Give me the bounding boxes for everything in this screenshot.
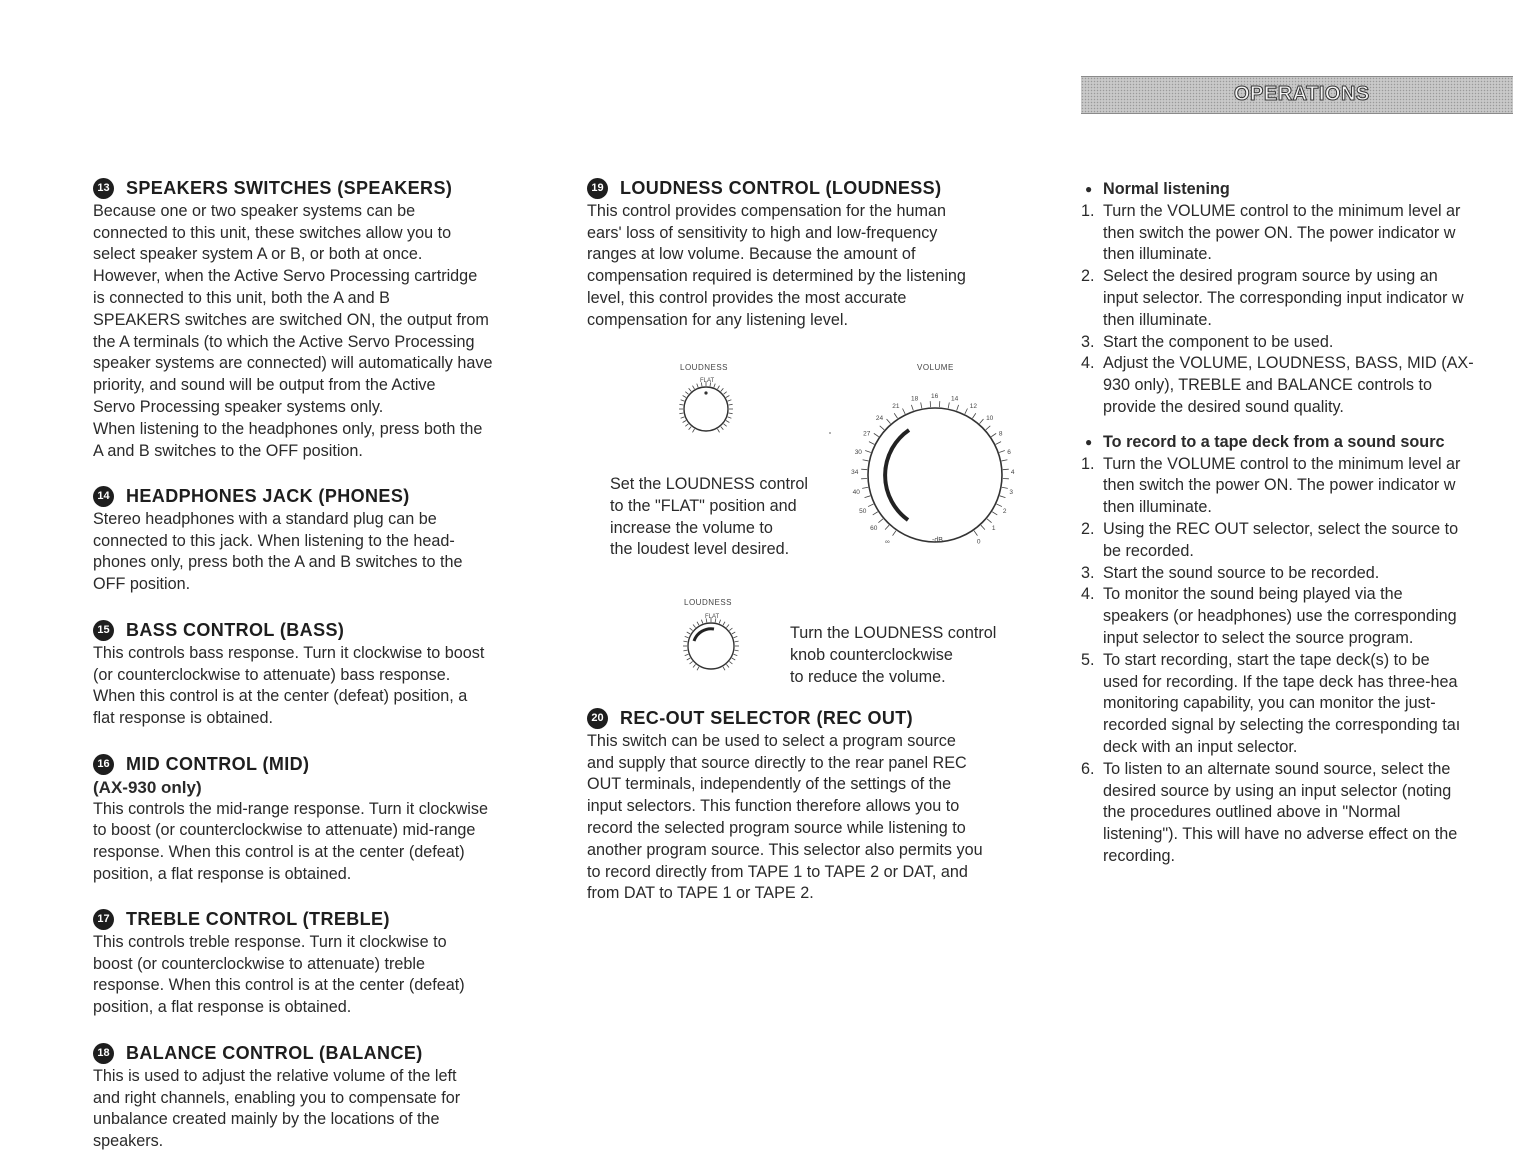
scale-tick — [685, 636, 689, 637]
scale-tick — [986, 426, 990, 430]
step-item — [1081, 650, 1513, 759]
section-title: TREBLE CONTROL (TREBLE) — [126, 909, 390, 931]
body-line: response. When this control is at the center (defeat) — [93, 842, 563, 864]
section-heading — [93, 620, 563, 642]
scale-tick — [887, 419, 891, 424]
caption-line: increase the volume to — [610, 518, 808, 540]
step-number: 1. — [1081, 201, 1095, 223]
step-line: Adjust the VOLUME, LOUDNESS, BASS, MID (AX- — [1103, 353, 1513, 375]
scale-tick — [992, 512, 997, 515]
step-number: 4. — [1081, 584, 1095, 606]
step-line: input selector. The corresponding input indicator w — [1103, 288, 1513, 310]
body-line: Because one or two speaker systems can be — [93, 201, 563, 223]
volume-knob — [861, 401, 1009, 542]
scale-tick — [683, 641, 687, 642]
scale-tick — [726, 396, 729, 398]
section-number-badge: 19 — [587, 178, 608, 199]
normal-listening-heading: ● Normal listening — [1081, 179, 1513, 201]
section-rec-out-selector — [587, 708, 1057, 905]
scale-tick — [693, 386, 695, 389]
body-line: to record directly from TAPE 1 to TAPE 2 or DAT, and — [587, 862, 1057, 884]
step-item — [1081, 353, 1513, 418]
step-item — [1081, 584, 1513, 649]
scale-tick — [693, 625, 696, 628]
step-number: 3. — [1081, 332, 1095, 354]
volume-scale-label: 6 — [1007, 449, 1011, 456]
figure2-loudness-label: LOUDNESS — [684, 598, 732, 607]
scale-tick — [723, 667, 725, 670]
scale-tick — [724, 392, 727, 395]
body-line: When this control is at the center (defeat) position, a — [93, 686, 563, 708]
step-line: To start recording, start the tape deck(s) to be — [1103, 650, 1513, 672]
section-heading — [93, 909, 563, 931]
section-subtitle: (AX-930 only) — [93, 777, 563, 799]
scale-tick — [681, 417, 685, 418]
figure2-flat-label: FLAT — [705, 614, 720, 620]
scale-tick — [683, 421, 686, 423]
body-line: This controls treble response. Turn it clockwise to — [93, 932, 563, 954]
scale-tick — [723, 622, 725, 625]
volume-scale-label: 34 — [851, 469, 859, 476]
step-line: recording. — [1103, 846, 1513, 868]
step-line: Turn the VOLUME control to the minimum level ar — [1103, 201, 1513, 223]
step-line: Turn the VOLUME control to the minimum level ar — [1103, 454, 1513, 476]
step-number: 2. — [1081, 266, 1095, 288]
body-line: This controls the mid-range response. Turn it clockwise — [93, 799, 563, 821]
step-line: provide the desired sound quality. — [1103, 397, 1513, 419]
step-line: Using the REC OUT selector, select the source to — [1103, 519, 1513, 541]
section-number-badge: 20 — [587, 708, 608, 729]
step-line: monitoring capability, you can monitor the just- — [1103, 693, 1513, 715]
scale-tick — [729, 628, 732, 631]
record-heading: ● To record to a tape deck from a sound sourc — [1081, 432, 1513, 454]
section-number-badge: 14 — [93, 486, 114, 507]
body-line: select speaker system A or B, or both at once. — [93, 244, 563, 266]
step-line: To listen to an alternate sound source, select the — [1103, 759, 1513, 781]
step-line: 930 only), TREBLE and BALANCE controls to — [1103, 375, 1513, 397]
record-steps — [1081, 454, 1513, 868]
banner-title: OPERATIONS — [1234, 83, 1370, 106]
scale-tick — [894, 413, 897, 418]
scale-tick — [679, 413, 683, 414]
step-number: 3. — [1081, 563, 1095, 585]
scale-tick — [685, 392, 688, 395]
volume-scale-label: 30 — [855, 449, 863, 456]
scale-tick — [693, 429, 695, 432]
scale-tick — [724, 424, 727, 427]
body-line: compensation required is determined by the listening — [587, 266, 1057, 288]
step-number: 2. — [1081, 519, 1095, 541]
step-item — [1081, 454, 1513, 519]
section-heading — [587, 178, 1057, 200]
section-title: HEADPHONES JACK (PHONES) — [126, 486, 410, 508]
volume-scale-label: 18 — [911, 396, 919, 403]
scale-tick — [869, 442, 874, 445]
scale-tick — [885, 525, 889, 529]
step-line: Start the sound source to be recorded. — [1103, 563, 1513, 585]
bullet-icon: ● — [1085, 432, 1092, 454]
scale-tick — [690, 661, 693, 664]
scale-tick — [697, 622, 699, 625]
figure2-caption — [790, 623, 996, 688]
step-line: used for recording. If the tape deck has three-hea — [1103, 672, 1513, 694]
scale-tick — [868, 504, 873, 507]
step-item — [1081, 201, 1513, 266]
scale-tick — [948, 402, 949, 408]
step-item — [1081, 332, 1513, 354]
section-heading — [93, 486, 563, 508]
step-line: Start the component to be used. — [1103, 332, 1513, 354]
section-number-badge: 18 — [93, 1043, 114, 1064]
loudness-knob-small — [679, 382, 733, 432]
scale-tick — [681, 400, 685, 401]
caption-line: Turn the LOUDNESS control — [790, 623, 996, 645]
body-line: flat response is obtained. — [93, 708, 563, 730]
scale-tick — [685, 424, 688, 427]
figure-loudness-volume — [590, 360, 1030, 570]
scale-tick — [987, 519, 992, 523]
volume-scale-label: 1 — [992, 525, 996, 532]
body-line: phones only, press both the A and B switches to the — [93, 552, 563, 574]
scale-tick — [729, 404, 733, 405]
volume-scale-label: 24 — [876, 415, 884, 422]
body-line: When listening to the headphones only, press both the — [93, 419, 563, 441]
scale-tick — [903, 409, 906, 414]
section-headphones-jack — [93, 486, 563, 596]
section-bass-control — [93, 620, 563, 730]
body-line: boost (or counterclockwise to attenuate) treble — [93, 954, 563, 976]
section-number-badge: 13 — [93, 178, 114, 199]
scale-tick — [732, 632, 735, 634]
volume-scale-label: 27 — [863, 431, 871, 438]
step-line: deck with an input selector. — [1103, 737, 1513, 759]
volume-db-label: -dB — [932, 537, 943, 544]
scale-tick — [874, 433, 879, 436]
section-title: BASS CONTROL (BASS) — [126, 620, 344, 642]
scale-tick — [863, 460, 869, 461]
body-line: position, a flat response is obtained. — [93, 997, 563, 1019]
body-line: OUT terminals, independently of the settings of the — [587, 774, 1057, 796]
scale-tick — [878, 519, 883, 523]
step-line: then illuminate. — [1103, 497, 1513, 519]
loudness-knob-turned — [683, 618, 739, 670]
right-column — [1081, 179, 1513, 1079]
body-line: SPEAKERS switches are switched ON, the output from — [93, 310, 563, 332]
scale-tick — [729, 661, 732, 664]
scale-tick — [732, 658, 735, 660]
step-line: then illuminate. — [1103, 310, 1513, 332]
body-line: Stereo headphones with a standard plug can be — [93, 509, 563, 531]
body-line: speaker systems are connected) will automatically have — [93, 353, 563, 375]
volume-scale-label: 0 — [977, 539, 981, 546]
volume-scale-label: 2 — [1003, 508, 1007, 515]
scale-tick — [957, 405, 959, 411]
body-line: unbalance created mainly by the locations of the — [93, 1109, 563, 1131]
caption-line: to reduce the volume. — [790, 667, 996, 689]
scale-tick — [1000, 496, 1006, 498]
volume-scale-label: 12 — [970, 403, 978, 410]
scale-tick — [690, 628, 693, 631]
scale-tick — [862, 487, 868, 488]
scale-tick — [873, 512, 878, 515]
section-number-badge: 15 — [93, 620, 114, 641]
section-balance-control — [93, 1043, 563, 1153]
scale-tick — [721, 388, 724, 391]
section-title: BALANCE CONTROL (BALANCE) — [126, 1043, 423, 1065]
scale-tick — [726, 664, 729, 667]
body-line: response. When this control is at the center (defeat) — [93, 975, 563, 997]
body-line: record the selected program source while listening to — [587, 818, 1057, 840]
scale-tick — [683, 650, 687, 651]
caption-line: Set the LOUDNESS control — [610, 474, 808, 496]
normal-listening-steps — [1081, 201, 1513, 419]
body-line: OFF position. — [93, 574, 563, 596]
figure-loudness-reduce — [590, 595, 1030, 690]
section-title: SPEAKERS SWITCHES (SPEAKERS) — [126, 178, 452, 200]
scale-tick — [865, 496, 871, 498]
scale-tick — [1002, 487, 1008, 488]
scale-tick — [719, 620, 720, 624]
scale-tick — [734, 636, 738, 637]
section-speakers-switches — [93, 178, 563, 462]
scale-tick — [687, 658, 690, 660]
bullet-icon: ● — [1085, 179, 1092, 201]
scale-tick — [996, 504, 1001, 507]
body-line: position, a flat response is obtained. — [93, 864, 563, 886]
scale-tick — [972, 413, 975, 418]
body-line: connected to this unit, these switches allow you to — [93, 223, 563, 245]
body-line: input selectors. This function therefore allows you to — [587, 796, 1057, 818]
section-heading — [93, 1043, 563, 1065]
volume-scale-label: 50 — [859, 508, 867, 515]
caption-line: knob counterclockwise — [790, 645, 996, 667]
scale-tick — [921, 402, 922, 408]
figure1-loudness-label: LOUDNESS — [680, 363, 728, 372]
section-number-badge: 16 — [93, 754, 114, 775]
operations-banner — [1081, 76, 1513, 114]
step-line: be recorded. — [1103, 541, 1513, 563]
step-line: then switch the power ON. The power indicator w — [1103, 475, 1513, 497]
step-line: speakers (or headphones) use the corresponding — [1103, 606, 1513, 628]
scale-tick — [735, 641, 739, 642]
section-mid-control — [93, 754, 563, 886]
scale-tick — [685, 654, 689, 655]
scale-tick — [683, 396, 686, 398]
scale-tick — [999, 450, 1005, 452]
scale-tick — [718, 386, 720, 389]
step-number: 5. — [1081, 650, 1095, 672]
section-heading — [93, 178, 563, 200]
step-item — [1081, 759, 1513, 868]
body-line: another program source. This selector also permits you — [587, 840, 1057, 862]
step-line: the procedures outlined above in "Normal — [1103, 802, 1513, 824]
volume-scale-label: 21 — [892, 403, 900, 410]
scale-tick — [687, 632, 690, 634]
scale-tick — [718, 429, 720, 432]
body-line: However, when the Active Servo Processing cartridge — [93, 266, 563, 288]
scale-tick — [965, 409, 968, 414]
body-line: (or counterclockwise to attenuate) bass response. — [93, 665, 563, 687]
scale-tick — [729, 413, 733, 414]
step-line: then illuminate. — [1103, 244, 1513, 266]
step-line: then switch the power ON. The power indicator w — [1103, 223, 1513, 245]
scale-tick — [726, 625, 729, 628]
body-line: level, this control provides the most accurate — [587, 288, 1057, 310]
section-loudness-control — [587, 178, 1057, 332]
body-line: This is used to adjust the relative volume of the left — [93, 1066, 563, 1088]
scale-tick — [981, 525, 985, 529]
volume-scale-label: 16 — [931, 393, 939, 400]
scale-tick — [880, 426, 884, 430]
body-line: priority, and sound will be output from the Active — [93, 375, 563, 397]
body-line: A and B switches to the OFF position. — [93, 441, 563, 463]
step-line: input selector to select the source program. — [1103, 628, 1513, 650]
scale-tick — [697, 384, 698, 388]
section-number-badge: 17 — [93, 909, 114, 930]
body-line: ranges at low volume. Because the amount of — [587, 244, 1057, 266]
section-treble-control — [93, 909, 563, 1019]
scale-tick — [911, 405, 913, 411]
section-heading — [587, 708, 1057, 730]
body-line: This control provides compensation for the human — [587, 201, 1057, 223]
step-line: Select the desired program source by using an — [1103, 266, 1513, 288]
volume-scale-label: 3 — [1009, 489, 1013, 496]
scale-tick — [679, 404, 683, 405]
knob-pointer-flat — [704, 391, 707, 394]
step-number: 4. — [1081, 353, 1095, 375]
body-line: is connected to this unit, both the A and B — [93, 288, 563, 310]
scale-tick — [735, 650, 739, 651]
step-item — [1081, 563, 1513, 585]
scale-tick — [734, 654, 738, 655]
body-line: compensation for any listening level. — [587, 310, 1057, 332]
section-heading — [93, 754, 563, 776]
body-line: and supply that source directly to the rear panel REC — [587, 753, 1057, 775]
body-line: This switch can be used to select a program source — [587, 731, 1057, 753]
step-line: desired source by using an input selector (noting — [1103, 781, 1513, 803]
scale-tick — [1002, 460, 1008, 461]
caption-line: the loudest level desired. — [610, 539, 808, 561]
section-title: LOUDNESS CONTROL (LOUDNESS) — [620, 178, 941, 200]
scale-tick — [893, 531, 896, 536]
step-item — [1081, 519, 1513, 563]
caption-line: to the "FLAT" position and — [610, 496, 808, 518]
volume-scale-label: 4 — [1011, 469, 1015, 476]
scale-tick — [714, 384, 715, 388]
figure1-volume-label: VOLUME — [917, 363, 954, 372]
scale-tick — [689, 388, 692, 391]
step-number: 6. — [1081, 759, 1095, 781]
scale-tick — [980, 419, 984, 424]
scale-tick — [697, 667, 699, 670]
step-number: 1. — [1081, 454, 1095, 476]
step-line: listening"). This will have no adverse effect on the — [1103, 824, 1513, 846]
body-line: speakers. — [93, 1131, 563, 1153]
scale-tick — [728, 400, 732, 401]
left-column — [93, 178, 563, 1158]
scale-tick — [701, 620, 702, 624]
body-line: and right channels, enabling you to compensate for — [93, 1088, 563, 1110]
scale-tick — [728, 417, 732, 418]
section-title: REC-OUT SELECTOR (REC OUT) — [620, 708, 913, 730]
volume-scale-label: 8 — [999, 431, 1003, 438]
volume-scale-label: 10 — [986, 415, 994, 422]
scale-tick — [721, 427, 724, 430]
scale-tick — [996, 442, 1001, 445]
figure1-flat-label: FLAT — [700, 378, 715, 384]
scale-tick — [991, 433, 996, 436]
scale-tick — [693, 664, 696, 667]
scale-tick — [689, 427, 692, 430]
step-line: To monitor the sound being played via the — [1103, 584, 1513, 606]
volume-scale-label: 14 — [951, 396, 959, 403]
body-line: ears' loss of sensitivity to high and low-frequency — [587, 223, 1057, 245]
body-line: Servo Processing speaker systems only. — [93, 397, 563, 419]
body-line: from DAT to TAPE 1 or TAPE 2. — [587, 883, 1057, 905]
body-line: the A terminals (to which the Active Servo Processing — [93, 332, 563, 354]
volume-scale-label: 60 — [870, 525, 878, 532]
volume-scale-label: ∞ — [885, 539, 890, 546]
body-line: connected to this jack. When listening to the head- — [93, 531, 563, 553]
body-line: This controls bass response. Turn it clockwise to boost — [93, 643, 563, 665]
figure1-caption — [610, 474, 808, 561]
step-item — [1081, 266, 1513, 331]
section-title: MID CONTROL (MID) — [126, 754, 309, 776]
step-line: recorded signal by selecting the corresponding taı — [1103, 715, 1513, 737]
scale-tick — [974, 531, 977, 536]
body-line: to boost (or counterclockwise to attenuate) mid-range — [93, 820, 563, 842]
scale-tick — [865, 450, 871, 452]
volume-scale-label: 40 — [853, 489, 861, 496]
scale-tick — [726, 421, 729, 423]
